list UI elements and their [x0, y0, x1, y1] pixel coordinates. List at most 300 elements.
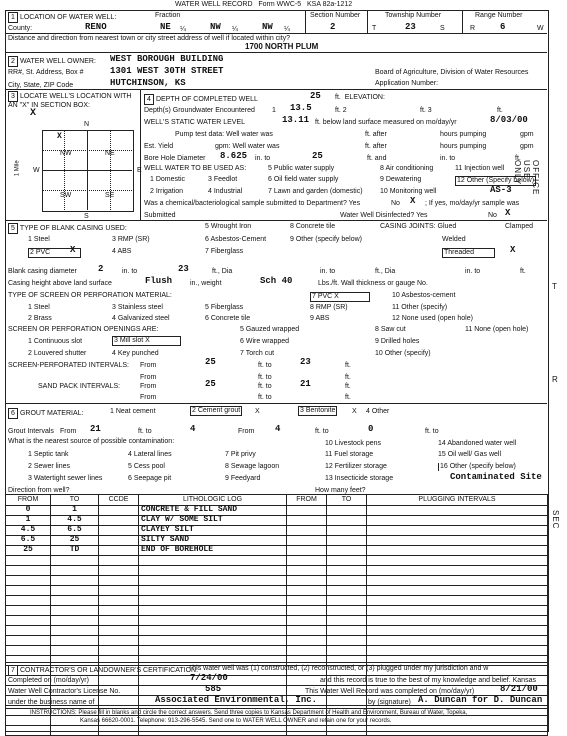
- bact-no: No: [391, 200, 400, 207]
- quarter-1: ¼: [180, 26, 186, 33]
- casing-steel: 1 Steel: [28, 236, 50, 243]
- log-from-header: FROM: [6, 495, 51, 506]
- contam-abandoned: 14 Abandoned water well: [438, 440, 517, 447]
- use-domestic: 1 Domestic: [150, 176, 186, 183]
- log-code: [99, 655, 139, 665]
- screen-brass: 2 Brass: [28, 315, 52, 322]
- log-to: [51, 725, 99, 735]
- owner-address: 1301 WEST 30TH STREET: [110, 66, 224, 76]
- contam-other-value: Contaminated Site: [450, 472, 542, 482]
- plug-cell: [287, 615, 327, 625]
- plug-cell: [327, 645, 367, 655]
- grout-to-value: 4: [190, 424, 196, 434]
- north-label: N: [84, 121, 90, 128]
- open-continuous: 1 Continuous slot: [28, 338, 83, 345]
- yield-gpm: gpm: [520, 143, 534, 150]
- log-lithology: [139, 575, 287, 585]
- grout-bentonite-x: X: [352, 408, 357, 415]
- board-label: Board of Agriculture, Division of Water Resources: [375, 69, 529, 76]
- cert-text: This water well was (1) constructed, (2) reconstructed, or (3) plugged under my jurisdiction and w: [188, 665, 489, 672]
- casing-fiberglass: 7 Fiberglass: [205, 248, 244, 255]
- log-lithology: CONCRETE & FILL SAND: [139, 505, 287, 515]
- plug-from-header: FROM: [287, 495, 327, 506]
- log-from: [6, 555, 51, 565]
- sand-from-2: From: [140, 394, 157, 401]
- cert-text-2: and this record is true to the best of my knowledge and belief. Kansas: [320, 677, 536, 684]
- contam-cess: 5 Cess pool: [128, 463, 165, 470]
- sand-to-value: 21: [300, 379, 311, 389]
- log-row: [6, 655, 548, 665]
- quarter-2: ¼: [232, 26, 238, 33]
- grout-cement: 2 Cement grout: [192, 407, 241, 414]
- log-lithology: CLAYEY SILT: [139, 525, 287, 535]
- log-to: [51, 655, 99, 665]
- log-row: [6, 525, 548, 535]
- plug-cell: [287, 645, 327, 655]
- sp-ft: ft.: [345, 362, 351, 369]
- cert-label: 7 CONTRACTOR'S OR LANDOWNER'S CERTIFICATION:: [8, 665, 198, 676]
- completed-label: Completed on (mo/day/yr): [8, 677, 89, 684]
- side-t: T: [552, 282, 558, 291]
- log-from: [6, 585, 51, 595]
- bore-in-to: in. to: [255, 155, 271, 162]
- owner-city: HUTCHINSON, KS: [110, 78, 186, 88]
- sp-from-value: 25: [205, 357, 216, 367]
- log-code: [99, 615, 139, 625]
- plug-cell: [367, 715, 548, 725]
- contam-watertight: 3 Watertight sewer lines: [28, 475, 103, 482]
- east-label: E: [137, 167, 142, 174]
- feet-label: How many feet?: [315, 487, 366, 494]
- contam-lateral: 4 Lateral lines: [128, 451, 172, 458]
- bore-in-to-2: in. to: [440, 155, 456, 162]
- signature-label: by (signature): [368, 699, 411, 706]
- mile-label: 1 Mile: [14, 160, 21, 177]
- sand-ft: ft.: [345, 383, 351, 390]
- contam-other: 16 Other (specify below): [440, 463, 516, 470]
- completed-date: 7/24/00: [190, 673, 228, 683]
- plug-cell: [287, 535, 327, 545]
- contam-seepage: 6 Seepage pit: [128, 475, 172, 482]
- log-code: [99, 585, 139, 595]
- screen-galvanized: 4 Galvanized steel: [112, 315, 170, 322]
- range-label: Range Number: [475, 12, 523, 19]
- bore-ft-and: ft. and: [367, 155, 387, 162]
- sp-to-value: 23: [300, 357, 311, 367]
- screen-fiberglass: 5 Fiberglass: [205, 304, 244, 311]
- grout-bentonite: 3 Bentonite: [300, 407, 336, 414]
- yield-ft-after: ft. after: [365, 143, 387, 150]
- casing-abs: 4 ABS: [112, 248, 132, 255]
- grout-neat: 1 Neat cement: [110, 408, 156, 415]
- diam-ft-3: ft.: [520, 268, 526, 275]
- nw-label: NW: [60, 150, 72, 157]
- log-lithology: [139, 645, 287, 655]
- grout-from: From: [60, 428, 77, 435]
- log-to: [51, 645, 99, 655]
- log-from: 25: [6, 545, 51, 555]
- casing-pvc-x: X: [70, 245, 76, 255]
- diam-ft-dia: ft., Dia: [212, 268, 233, 275]
- casing-other: 9 Other (specify below): [290, 236, 362, 243]
- open-saw: 8 Saw cut: [375, 326, 406, 333]
- plug-cell: [367, 505, 548, 515]
- plug-cell: [367, 605, 548, 615]
- county-label: County:: [8, 25, 33, 32]
- sp-ft-2: ft.: [345, 374, 351, 381]
- log-to: [51, 595, 99, 605]
- sand-from-value: 25: [205, 379, 216, 389]
- address-value: 1700 NORTH PLUM: [245, 42, 319, 51]
- log-from: [6, 715, 51, 725]
- static-label: WELL'S STATIC WATER LEVEL: [144, 119, 246, 126]
- license-value: 585: [205, 684, 222, 694]
- screen-asbestos: 10 Asbestos-cement: [392, 292, 456, 299]
- log-from: [6, 595, 51, 605]
- sp-from-2: From: [140, 374, 157, 381]
- location-label: 1 LOCATION OF WATER WELL:: [8, 12, 116, 23]
- log-code-header: CCDE: [99, 495, 139, 506]
- screen-stainless: 3 Stainless steel: [112, 304, 163, 311]
- range-value: 6: [500, 22, 506, 32]
- groundwater-label: Depth(s) Groundwater Encountered: [144, 107, 255, 114]
- locate-label: 3 LOCATE WELL'S LOCATION WITH AN "X" IN SECTION BOX:: [8, 93, 132, 109]
- log-from: 4.5: [6, 525, 51, 535]
- log-row: [6, 725, 548, 735]
- plug-cell: [367, 645, 548, 655]
- plug-cell: [327, 725, 367, 735]
- plug-cell: [327, 505, 367, 515]
- log-to: TD: [51, 545, 99, 555]
- side-sec: SEC: [551, 510, 560, 530]
- grout-other: 4 Other: [366, 408, 390, 415]
- contam-fuel: 11 Fuel storage: [325, 451, 374, 458]
- casing-rmp: 3 RMP (SR): [112, 236, 150, 243]
- diam-ft-dia-2: ft., Dia: [375, 268, 396, 275]
- joints-threaded: Threaded: [442, 248, 495, 258]
- plug-cell: [287, 585, 327, 595]
- grout-to2-value: 0: [368, 424, 374, 434]
- static-date: 8/03/00: [490, 115, 528, 125]
- section-label: Section Number: [310, 12, 361, 19]
- log-row: [6, 625, 548, 635]
- disinfected-no: No: [488, 212, 497, 219]
- plug-cell: [287, 545, 327, 555]
- screen-other: 11 Other (specify): [392, 304, 448, 311]
- log-code: [99, 635, 139, 645]
- log-lithology: [139, 635, 287, 645]
- elevation-label: ft. ELEVATION:: [335, 94, 385, 101]
- plug-cell: [327, 585, 367, 595]
- grout-ft-to: ft. to: [138, 428, 152, 435]
- depth-label: 4 DEPTH OF COMPLETED WELL: [144, 94, 258, 105]
- plug-cell: [287, 505, 327, 515]
- log-to: 25: [51, 535, 99, 545]
- fraction-label: Fraction: [155, 12, 181, 19]
- log-to: [51, 615, 99, 625]
- business-value: Associated Environmental, Inc.: [155, 695, 318, 705]
- diam-in-to: in. to: [122, 268, 138, 275]
- lbs-label: Lbs./ft. Wall thickness or gauge No.: [318, 280, 428, 287]
- contam-septic: 1 Septic tank: [28, 451, 69, 458]
- township-value: 23: [405, 22, 416, 32]
- casing-concrete: 8 Concrete tile: [290, 223, 336, 230]
- log-row: [6, 635, 548, 645]
- plug-cell: [327, 605, 367, 615]
- open-other: 10 Other (specify): [375, 350, 431, 357]
- direction-label: Direction from well?: [8, 487, 70, 494]
- plug-cell: [367, 635, 548, 645]
- log-code: [99, 575, 139, 585]
- grout-ft-to-3: ft. to: [425, 428, 439, 435]
- yield-text: gpm: Well water was: [215, 143, 280, 150]
- contam-lagoon: 8 Sewage lagoon: [225, 463, 280, 470]
- plug-cell: [287, 605, 327, 615]
- plug-cell: [327, 525, 367, 535]
- plug-cell: [327, 635, 367, 645]
- log-row: [6, 555, 548, 565]
- open-gauzed: 5 Gauzed wrapped: [240, 326, 300, 333]
- plug-cell: [287, 595, 327, 605]
- log-row: [6, 565, 548, 575]
- plug-cell: [287, 525, 327, 535]
- log-from: [6, 575, 51, 585]
- sw-label: SW: [60, 192, 72, 199]
- contam-label: What is the nearest source of possible contamination:: [8, 438, 175, 445]
- plug-cell: [367, 595, 548, 605]
- log-from: [6, 655, 51, 665]
- log-from: [6, 625, 51, 635]
- open-key-punched: 4 Key punched: [112, 350, 159, 357]
- log-code: [99, 545, 139, 555]
- plug-cell: [367, 515, 548, 525]
- fraction-2: NW: [210, 22, 221, 32]
- log-row: [6, 505, 548, 515]
- log-from: [6, 635, 51, 645]
- log-row: [6, 535, 548, 545]
- log-to: [51, 585, 99, 595]
- screen-rmp: 8 RMP (SR): [310, 304, 348, 311]
- log-code: [99, 625, 139, 635]
- log-code: [99, 525, 139, 535]
- plug-cell: [287, 725, 327, 735]
- plug-intervals-header: PLUGGING INTERVALS: [367, 495, 548, 506]
- sand-ft-to: ft. to: [258, 383, 272, 390]
- address-label: RR#, St. Address, Box #: [8, 69, 84, 76]
- plug-cell: [287, 625, 327, 635]
- gw-1-label: 1: [272, 107, 276, 114]
- log-to: 1: [51, 505, 99, 515]
- plug-cell: [367, 615, 548, 625]
- use-industrial: 4 Industrial: [208, 188, 243, 195]
- plug-cell: [327, 555, 367, 565]
- form-title: WATER WELL RECORD Form WWC-5 KSA 82a-1212: [175, 1, 353, 8]
- screen-concrete: 6 Concrete tile: [205, 315, 251, 322]
- instructions-1: INSTRUCTIONS: Please fill in blanks and circle the correct answers. Send three copies to Kansas Department of Health and Environment, Bureau of Water, Topeka,: [30, 710, 468, 716]
- bact-label: Was a chemical/bacteriological sample submitted to Department? Yes: [144, 200, 361, 207]
- log-code: [99, 675, 139, 685]
- plug-cell: [327, 545, 367, 555]
- log-to-header: TO: [51, 495, 99, 506]
- log-to: [51, 605, 99, 615]
- use-label: WELL WATER TO BE USED AS:: [144, 165, 247, 172]
- plug-cell: [327, 535, 367, 545]
- plug-cell: [327, 625, 367, 635]
- joints-clamped: Clamped: [505, 223, 534, 230]
- contam-privy: 7 Pit privy: [225, 451, 256, 458]
- plug-cell: [287, 655, 327, 665]
- static-value: 13.11: [282, 115, 310, 125]
- casing-wrought: 5 Wrought Iron: [205, 223, 252, 230]
- log-lithology-header: LITHOLOGIC LOG: [139, 495, 287, 506]
- signature-value: A. Duncan for D. Duncan: [418, 695, 543, 705]
- log-to: [51, 635, 99, 645]
- record-completed-label: This Water Well Record was completed on (mo/day/yr): [305, 688, 475, 695]
- plug-to-header: TO: [327, 495, 367, 506]
- diam-label: Blank casing diameter: [8, 268, 77, 275]
- license-label: Water Well Contractor's License No.: [8, 688, 121, 695]
- log-code: [99, 555, 139, 565]
- log-code: [99, 725, 139, 735]
- log-code: [99, 695, 139, 705]
- section-value: 2: [330, 22, 336, 32]
- groundwater-1: 13.5: [290, 103, 312, 113]
- log-lithology: [139, 625, 287, 635]
- plug-cell: [367, 625, 548, 635]
- screen-none: 12 None used (open hole): [392, 315, 473, 322]
- casing-asbestos: 6 Asbestos-Cement: [205, 236, 267, 243]
- log-lithology: [139, 605, 287, 615]
- owner-label: 2 WATER WELL OWNER:: [8, 56, 96, 67]
- plug-cell: [367, 555, 548, 565]
- use-public: 5 Public water supply: [268, 165, 335, 172]
- plug-cell: [367, 525, 548, 535]
- plug-cell: [327, 595, 367, 605]
- openings-label: SCREEN OR PERFORATION OPENINGS ARE:: [8, 326, 159, 333]
- plug-cell: [287, 515, 327, 525]
- plug-cell: [367, 565, 548, 575]
- plug-cell: [367, 585, 548, 595]
- log-from: [6, 565, 51, 575]
- pump-label: Pump test data: Well water was: [175, 131, 273, 138]
- owner-name: WEST BOROUGH BUILDING: [110, 54, 224, 64]
- screen-steel: 1 Steel: [28, 304, 50, 311]
- office-use-label: OFFICE USE ONLY: [513, 160, 540, 196]
- sp-ft-to-2: ft. to: [258, 374, 272, 381]
- contam-oilgas: 15 Oil well/ Gas well: [438, 451, 502, 458]
- log-row: [6, 615, 548, 625]
- height-weight: in., weight: [190, 280, 222, 287]
- grout-from-value: 21: [90, 424, 101, 434]
- gw-3-label: ft. 3: [420, 107, 432, 114]
- disinfected-x: X: [505, 208, 511, 218]
- fraction-3: NW: [262, 22, 273, 32]
- joints-label: CASING JOINTS: Glued: [380, 223, 457, 230]
- joints-welded: Welded: [442, 236, 466, 243]
- bore-ft-2: ft.: [515, 155, 521, 162]
- use-monitoring: 10 Monitoring well: [380, 188, 437, 195]
- gw-ft: ft.: [497, 107, 503, 114]
- log-lithology: [139, 595, 287, 605]
- log-code: [99, 535, 139, 545]
- grout-cement-x: X: [255, 408, 260, 415]
- log-lithology: [139, 585, 287, 595]
- open-drilled: 9 Drilled holes: [375, 338, 420, 345]
- log-row: [6, 515, 548, 525]
- plug-cell: [327, 575, 367, 585]
- log-from: 1: [6, 515, 51, 525]
- log-lithology: [139, 655, 287, 665]
- contam-feedyard: 9 Feedyard: [225, 475, 261, 482]
- use-ac: 8 Air conditioning: [380, 165, 434, 172]
- log-to: [51, 575, 99, 585]
- height-label: Casing height above land surface: [8, 280, 112, 287]
- log-lithology: [139, 555, 287, 565]
- sch-value: Sch 40: [260, 276, 293, 286]
- log-row: [6, 585, 548, 595]
- log-row: [6, 575, 548, 585]
- log-code: [99, 645, 139, 655]
- depth-value: 25: [310, 91, 321, 101]
- screen-label: TYPE OF SCREEN OR PERFORATION MATERIAL:: [8, 292, 172, 299]
- section-box: [42, 130, 134, 212]
- open-torch: 7 Torch cut: [240, 350, 275, 357]
- pump-hours: hours pumping: [440, 131, 487, 138]
- open-none: 11 None (open hole): [465, 326, 529, 333]
- south-label: S: [84, 213, 89, 220]
- screen-abs: 9 ABS: [310, 315, 330, 322]
- log-to: 4.5: [51, 515, 99, 525]
- log-from: 0: [6, 505, 51, 515]
- contam-fertilizer: 12 Fertilizer storage: [325, 463, 387, 470]
- log-from: [6, 605, 51, 615]
- screen-pvc: 7 PVC X: [310, 292, 370, 302]
- se-label: SE: [105, 192, 115, 199]
- plug-cell: [367, 575, 548, 585]
- log-row: [6, 545, 548, 555]
- well-x-in-box: X: [57, 132, 62, 141]
- log-lithology: [139, 725, 287, 735]
- contam-sewer: 2 Sewer lines: [28, 463, 71, 470]
- sand-label: SAND PACK INTERVALS:: [38, 383, 121, 390]
- log-lithology: END OF BOREHOLE: [139, 545, 287, 555]
- bore-value: 8.625: [220, 151, 248, 161]
- sand-from: From: [140, 383, 157, 390]
- use-other-value: AS-3: [490, 185, 512, 195]
- log-lithology: [139, 615, 287, 625]
- casing-label: 5 TYPE OF BLANK CASING USED:: [8, 223, 127, 234]
- log-from: [6, 615, 51, 625]
- plug-cell: [327, 695, 367, 705]
- log-row: [6, 605, 548, 615]
- plug-cell: [367, 725, 548, 735]
- county-value: RENO: [85, 22, 107, 32]
- grout-ft-to-2: ft. to: [315, 428, 329, 435]
- disinfected-label: Water Well Disinfected? Yes: [340, 212, 428, 219]
- bact-text: ; If yes, mo/day/yr sample was: [425, 200, 520, 207]
- open-mill-slot: 3 Mill slot X: [112, 336, 181, 346]
- grout-from2-value: 4: [275, 424, 281, 434]
- grout-label: 6 GROUT MATERIAL:: [8, 408, 83, 419]
- location-x-mark: X: [30, 108, 37, 119]
- fraction-1: NE: [160, 22, 171, 32]
- plug-cell: [367, 535, 548, 545]
- plug-cell: [287, 555, 327, 565]
- log-to: [51, 555, 99, 565]
- use-oilfield: 6 Oil field water supply: [268, 176, 339, 183]
- submitted-label: Submitted: [144, 212, 176, 219]
- static-text: ft. below land surface measured on mo/day/yr: [315, 119, 457, 126]
